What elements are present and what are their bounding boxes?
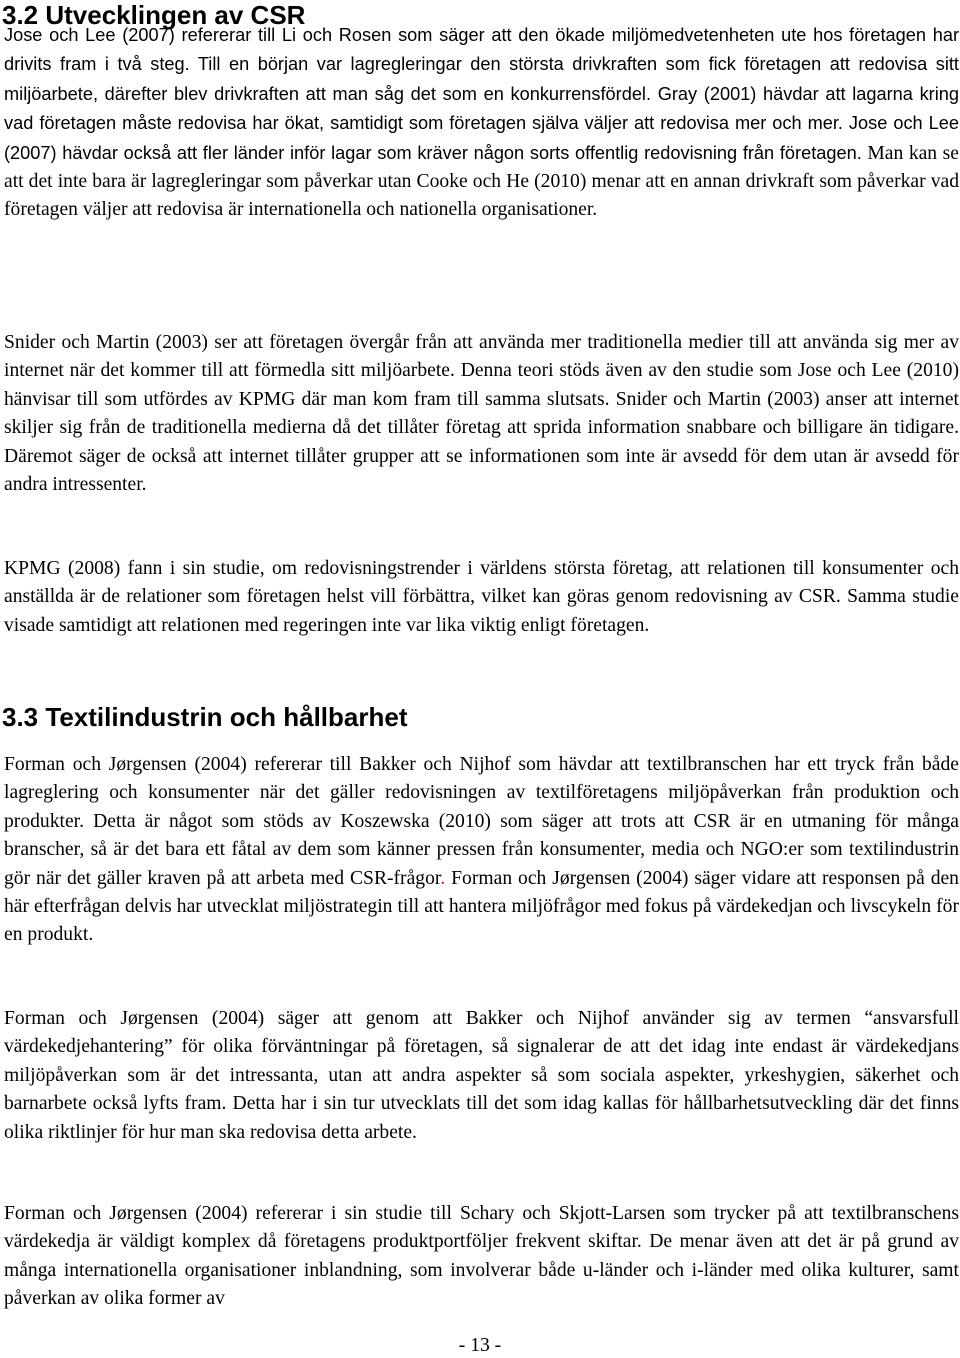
paragraph-3-2-1-serif-part: Man kan se att det inte bara är lagregleringar som påverkar utan Cooke och He (2010) menar att en annan drivkraft som påverkar vad företagen väljer att redovisa är internationella och nationella organisationer. bbox=[4, 142, 959, 221]
section-heading-3-3: 3.3 Textilindustrin och hållbarhet bbox=[2, 702, 408, 732]
paragraph-3-2-1 bbox=[4, 21, 959, 225]
paragraph-3-3-3: Forman och Jørgensen (2004) refererar i sin studie till Schary och Skjott-Larsen som trycker på att textilbranschens värdekedja är väldigt komplex då företagens produktportföljer frekvent skiftar. De menar även att det är på grund av många internationella organisationer inblandning, som involverar både u-länder och i-länder med olika kulturer, samt påverkan av olika former av bbox=[4, 1203, 959, 1310]
paragraph-3-2-3: KPMG (2008) fann i sin studie, om redovisningstrender i världens största företag, att relationen till konsumenter och anställda är de relationer som företagen helst vill förbättra, vilket kan göras genom redovisning av CSR. Samma studie visade samtidigt att relationen med regeringen inte var lika viktig enligt företagen. bbox=[4, 558, 959, 636]
paragraph-3-3-1 bbox=[4, 751, 959, 950]
paragraph-3-3-2: Forman och Jørgensen (2004) säger att genom att Bakker och Nijhof använder sig av termen “ansvarsfull värdekedjehantering” för olika förväntningar på företagen, så signalerar de att det idag inte endast är värdekedjans miljöpåverkan som är det intressanta, utan att andra aspekter så som sociala aspekter, yrkeshygien, säkerhet och barnarbete också lyfts fram. Detta har i sin tur utvecklats till det som idag kallas för hållbarhetsutveckling där det finns olika riktlinjer för hur man ska redovisa detta arbete. bbox=[4, 1008, 959, 1143]
section-heading-3-2: 3.2 Utvecklingen av CSR bbox=[2, 0, 306, 30]
paragraph-3-3-1-part-a: Forman och Jørgensen (2004) refererar till Bakker och Nijhof som hävdar att textilbranschen har ett tryck från både lagreglering och konsumenter när det gäller redovisningen av textilföretagens miljöpåverkan från produktion och produkter. Detta är något som stöds av Koszewska (2010) som säger att trots att CSR är en utmaning för många branscher, så är det bara ett fåtal av dem som känner pressen från konsumenter, media och NGO:er som textilindustrin gör när det gäller kraven på att arbeta med CSR-frågor bbox=[4, 754, 959, 889]
red-period-mark: . bbox=[440, 867, 446, 889]
paragraph-3-2-2: Snider och Martin (2003) ser att företagen övergår från att använda mer traditionella medier till att använda sig mer av internet när det kommer till att förmedla sitt miljöarbete. Denna teori stöds även av den studie som Jose och Lee (2010) hänvisar till som utfördes av KPMG där man kom fram till samma slutsats. Snider och Martin (2003) anser att internet skiljer sig från de traditionella medierna då det tillåter företag att sprida information snabbare och billigare än tidigare. Däremot säger de också att internet tillåter grupper att se informationen som inte är avsedd för dem utan är avsedd för andra intressenter. bbox=[4, 332, 959, 496]
paragraph-3-3-1-part-b: Forman och Jørgensen (2004) säger vidare att responsen på den här efterfrågan delvis har utvecklat miljöstrategin till att hantera miljöfrågor med fokus på värdekedjan och livscykeln för en produkt. bbox=[4, 867, 959, 946]
paragraph-3-2-1-sans-part: Jose och Lee (2007) refererar till Li och Rosen som säger att den ökade miljömedvetenheten ute hos företagen har drivits fram i två steg. Till en början var lagregleringar den största drivkraften som fick företagen att redovisa sitt miljöarbete, därefter blev drivkraften att man såg det som en konkurrensfördel. Gray (2001) hävdar att lagarna kring vad företagen måste redovisa har ökat, samtidigt som företagen själva väljer att redovisa mer och mer. Jose och Lee (2007) hävdar också att fler länder inför lagar som kräver någon sorts offentlig redovisning från företagen. bbox=[4, 25, 959, 163]
page-number: - 13 - bbox=[458, 1335, 502, 1356]
